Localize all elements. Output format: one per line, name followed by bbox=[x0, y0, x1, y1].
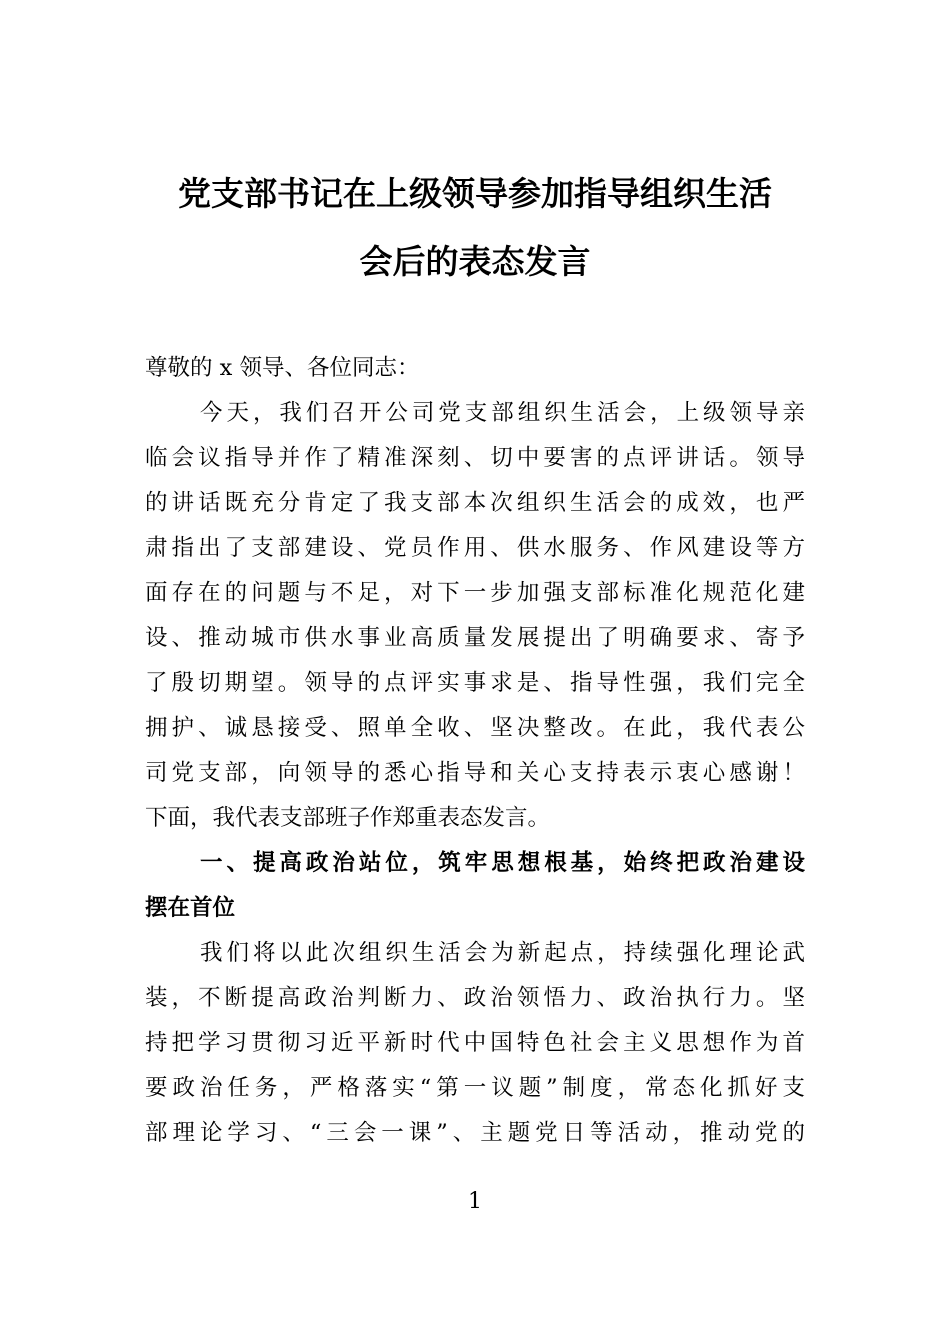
paragraph2-line: 持把学习贯彻习近平新时代中国特色社会主义思想作为首 bbox=[145, 1030, 805, 1056]
document-title-line-2: 会后的表态发言 bbox=[359, 242, 591, 281]
section1-heading-line: 摆在首位 bbox=[145, 895, 236, 921]
paragraph1-line: 临会议指导并作了精准深刻、切中要害的点评讲话。领导 bbox=[145, 445, 805, 471]
paragraph2-line: 要政治任务，严格落实“第一议题”制度，常态化抓好支 bbox=[145, 1075, 805, 1101]
paragraph2-line: 我们将以此次组织生活会为新起点，持续强化理论武 bbox=[200, 940, 805, 966]
paragraph1-line: 今天，我们召开公司党支部组织生活会，上级领导亲 bbox=[200, 400, 805, 426]
paragraph1-line: 了殷切期望。领导的点评实事求是、指导性强，我们完全 bbox=[145, 670, 805, 696]
page-number: 1 bbox=[468, 1189, 482, 1214]
paragraph1-line: 司党支部，向领导的悉心指导和关心支持表示衷心感谢！ bbox=[145, 760, 805, 786]
paragraph1-line: 拥护、诚恳接受、照单全收、坚决整改。在此，我代表公 bbox=[145, 715, 805, 741]
paragraph1-line: 下面，我代表支部班子作郑重表态发言。 bbox=[145, 805, 551, 831]
paragraph2-line: 部理论学习、“三会一课”、主题党日等活动，推动党的 bbox=[145, 1120, 805, 1146]
document-title-line-1: 党支部书记在上级领导参加指导组织生活 bbox=[178, 174, 772, 213]
paragraph1-line: 肃指出了支部建设、党员作用、供水服务、作风建设等方 bbox=[145, 535, 805, 561]
paragraph1-line: 的讲话既充分肯定了我支部本次组织生活会的成效，也严 bbox=[145, 490, 805, 516]
paragraph1-line: 设、推动城市供水事业高质量发展提出了明确要求、寄予 bbox=[145, 625, 805, 651]
paragraph1-line: 面存在的问题与不足，对下一步加强支部标准化规范化建 bbox=[145, 580, 805, 606]
section1-heading-line: 一、提高政治站位，筑牢思想根基，始终把政治建设 bbox=[200, 850, 805, 876]
paragraph2-line: 装，不断提高政治判断力、政治领悟力、政治执行力。坚 bbox=[145, 985, 805, 1011]
salutation: 尊敬的 x 领导、各位同志： bbox=[145, 355, 420, 381]
